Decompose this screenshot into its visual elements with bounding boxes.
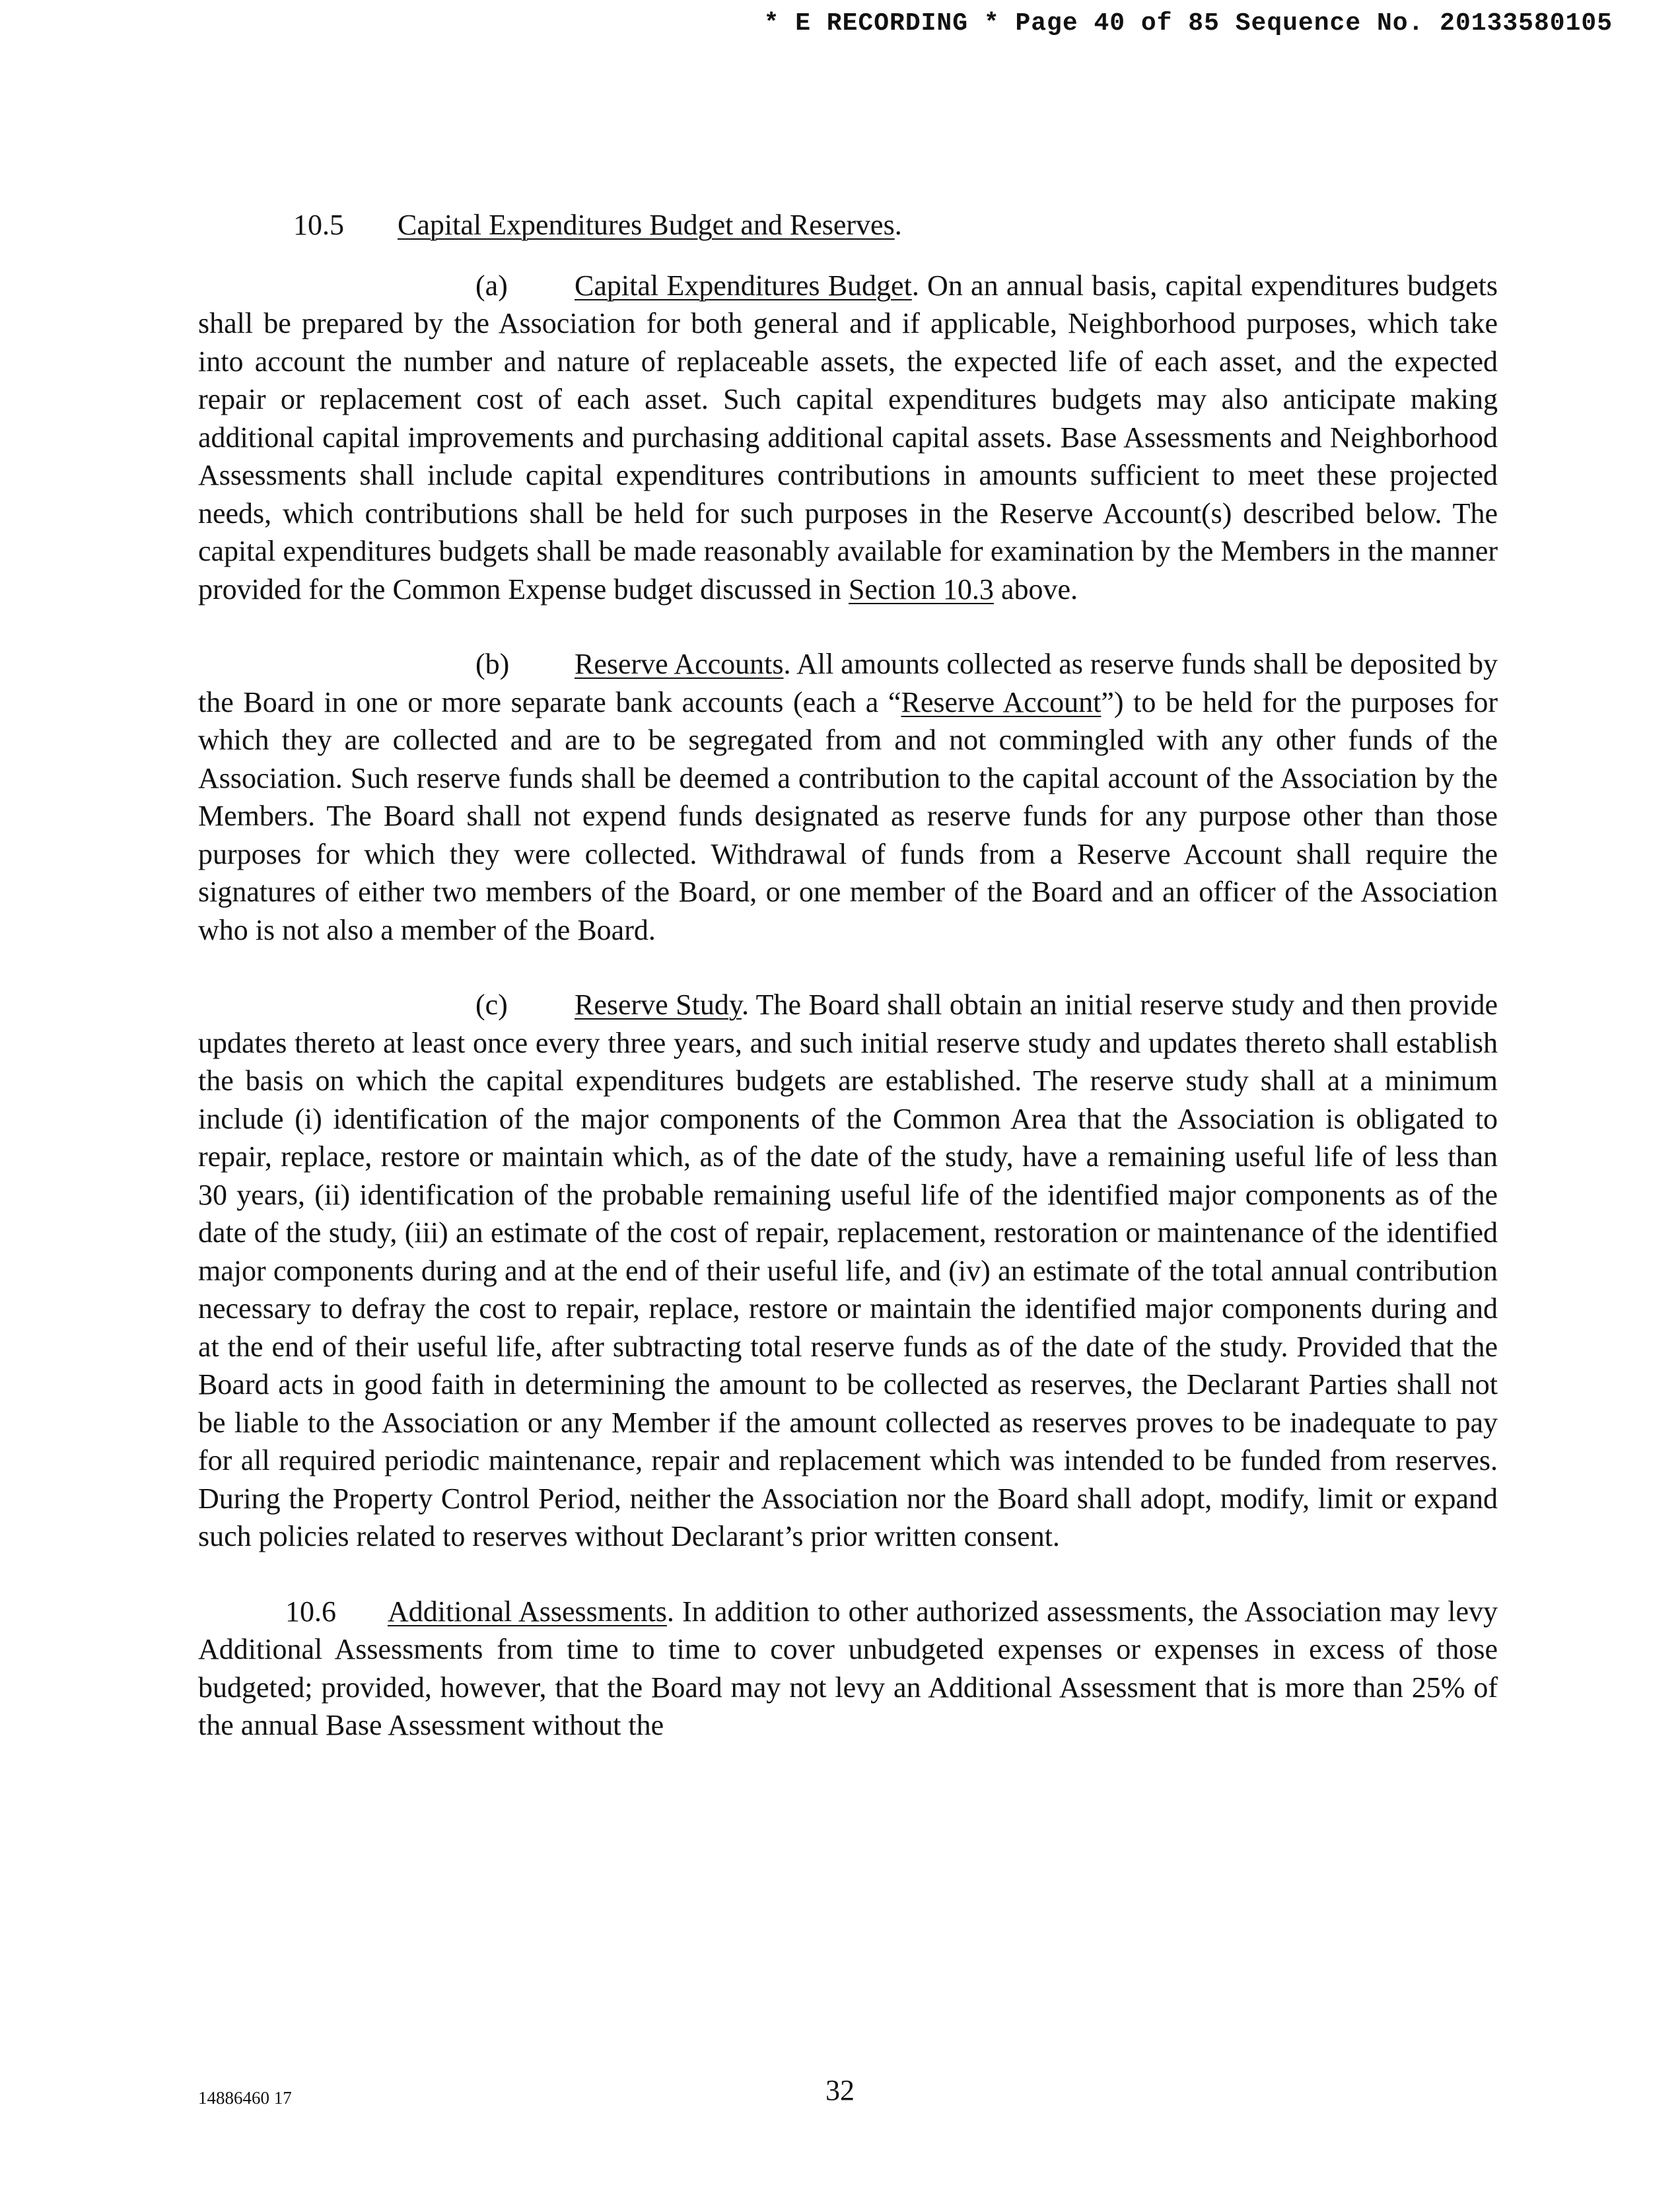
paragraph-text-end: ”) to be held for the purposes for which they are collected and are to be segregated from and not commingled with any other funds of the Association. Such reserve funds shall be deemed a contribution to the capital account of the Association by the Members. The Board shall not expend funds designated as reserve funds for any purpose other than those purposes for which they were collected. Withdrawal of funds from a Reserve Account shall require the signatures of either two members of the Board, or one member of the Board and an officer of the Association who is not also a member of the Board.	[198, 685, 1498, 946]
section-10-6	[198, 1593, 1498, 1745]
paragraph-text: . The Board shall obtain an initial reserve study and then provide updates thereto at least once every three years, and such initial reserve study and updates thereto shall establish the basis on which the capital expenditures budgets are established. The reserve study shall at a minimum include (i) identification of the major components of the Common Area that the Association is obligated to repair, replace, restore or maintain which, as of the date of the study, have a remaining useful life of less than 30 years, (ii) identification of the probable remaining useful life of the identified major components as of the date of the study, (iii) an estimate of the cost of repair, replacement, restoration or maintenance of the identified major components during and at the end of their useful life, and (iv) an estimate of the total annual contribution necessary to defray the cost to repair, replace, restore or maintain the identified major components during and at the end of their useful life, after subtracting total reserve funds as of the date of the study. Provided that the Board acts in good faith in determining the amount to be collected as reserves, the Declarant Parties shall not be liable to the Association or any Member if the amount collected as reserves proves to be inadequate to pay for all required periodic maintenance, repair and replacement which was intended to be funded from reserves. During the Property Control Period, neither the Association nor the Board shall adopt, modify, limit or expand such policies related to reserves without Declarant’s prior written consent.	[198, 989, 1498, 1552]
document-id: 14886460 17	[198, 2088, 292, 2108]
section-number: 10.5	[293, 209, 344, 241]
section-title: Capital Expenditures Budget and Reserves	[398, 209, 895, 241]
paragraph-text-end: above.	[993, 573, 1078, 606]
paragraph-text: . On an annual basis, capital expenditures budgets shall be prepared by the Association for both general and if applicable, Neighborhood purposes, which take into account the number and nature of replaceable assets, the expected life of each asset, and the expected repair or replacement cost of each asset. Such capital expenditures budgets may also anticipate making additional capital improvements and purchasing additional capital assets. Base Assessments and Neighborhood Assessments shall include capital expenditures contributions in amounts sufficient to meet these projected needs, which contributions shall be held for such purposes in the Reserve Account(s) described below. The capital expenditures budgets shall be made reasonably available for examination by the Members in the manner provided for the Common Expense budget discussed in	[198, 269, 1498, 606]
section-number: 10.6	[285, 1595, 336, 1628]
section-text: . In addition to other authorized assessments, the Association may levy Additional Assessments from time to time to cover unbudgeted expenses or expenses in excess of those budgeted; provided, however, that the Board may not levy an Additional Assessment that is more than 25% of the annual Base Assessment without the	[198, 1595, 1498, 1741]
paragraph-text: . All amounts collected as reserve funds shall be deposited by the Board in one or more separate bank accounts (each a “	[198, 648, 1498, 718]
paragraph-label: (b)	[475, 648, 510, 680]
defined-term: Reserve Account	[901, 685, 1102, 718]
paragraph-label: (c)	[475, 989, 508, 1021]
section-title-period: .	[894, 209, 902, 241]
section-heading-10-5	[293, 206, 1498, 244]
paragraph-title: Reserve Accounts	[575, 648, 784, 680]
paragraph-label: (a)	[475, 269, 508, 302]
paragraph-title: Capital Expenditures Budget	[575, 269, 912, 302]
paragraph-c	[198, 986, 1498, 1556]
paragraph-title: Reserve Study	[575, 989, 742, 1021]
paragraph-a	[198, 267, 1498, 609]
paragraph-b	[198, 645, 1498, 949]
page-number: 32	[825, 2074, 855, 2106]
document-body	[198, 206, 1498, 1745]
section-title: Additional Assessments	[388, 1595, 667, 1628]
section-reference: Section 10.3	[848, 573, 994, 606]
recording-header: * E RECORDING * Page 40 of 85 Sequence No. 20133580105	[763, 9, 1613, 38]
